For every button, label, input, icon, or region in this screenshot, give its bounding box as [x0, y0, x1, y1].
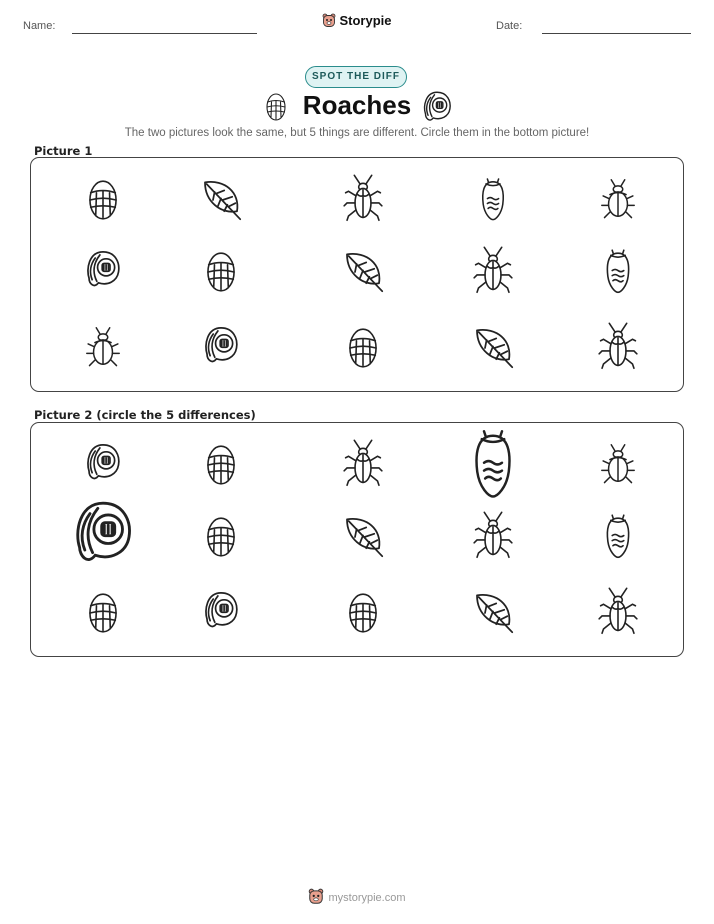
shell-icon: [424, 92, 452, 125]
leaf-icon: [347, 254, 382, 291]
leaf-icon[interactable]: [347, 519, 382, 556]
roach-icon: [599, 323, 637, 368]
shell-icon: [88, 252, 119, 286]
roach-icon[interactable]: [344, 440, 382, 485]
roach-icon[interactable]: [474, 512, 512, 557]
egg-case-icon: [208, 253, 234, 291]
roach-icon[interactable]: [599, 588, 637, 633]
shell-icon[interactable]: [206, 593, 237, 627]
egg-case-icon: [90, 181, 116, 219]
beetle-icon[interactable]: [602, 445, 634, 483]
roach-icon: [474, 247, 512, 292]
leaf-icon[interactable]: [477, 595, 512, 632]
shell-icon[interactable]: [78, 503, 130, 559]
instructions: The two pictures look the same, but 5 things are different. Circle them in the bottom picture!: [124, 127, 590, 139]
egg-case-icon[interactable]: [350, 594, 376, 632]
egg-case-icon[interactable]: [90, 594, 116, 632]
picture-1-label: Picture 1: [34, 144, 93, 158]
picture-1-panel: [30, 157, 684, 392]
storypie-logo-icon: [322, 13, 336, 31]
picture-1-canvas: [31, 158, 685, 393]
name-label: Name:: [23, 20, 56, 32]
brand-name: Storypie: [339, 13, 392, 28]
picture-2-panel: [30, 422, 684, 657]
leaf-icon: [205, 182, 240, 219]
storypie-logo-icon: [308, 888, 324, 908]
footer-url: mystorypie.com: [328, 892, 406, 904]
egg-case-icon: [350, 329, 376, 367]
larva-icon: [483, 179, 504, 220]
spot-the-diff-badge: SPOT THE DIFF: [305, 66, 407, 88]
larva-icon[interactable]: [607, 515, 628, 557]
footer: [0, 888, 714, 908]
shell-icon[interactable]: [88, 445, 119, 479]
picture-2-label: Picture 2 (circle the 5 differences): [34, 408, 256, 422]
beetle-icon: [602, 180, 634, 218]
egg-case-icon[interactable]: [208, 446, 234, 484]
beetle-icon: [87, 328, 119, 366]
roach-icon: [344, 175, 382, 220]
leaf-icon: [477, 330, 512, 367]
picture-2-canvas[interactable]: [31, 423, 685, 658]
date-line[interactable]: [542, 33, 691, 34]
page-title: Roaches: [302, 90, 412, 120]
shell-icon: [206, 328, 237, 362]
brand: [0, 13, 714, 31]
date-label: Date:: [496, 20, 523, 32]
egg-case-icon[interactable]: [208, 518, 234, 556]
name-line[interactable]: [72, 33, 257, 34]
larva-icon: [607, 250, 628, 292]
larva-icon[interactable]: [477, 431, 510, 496]
